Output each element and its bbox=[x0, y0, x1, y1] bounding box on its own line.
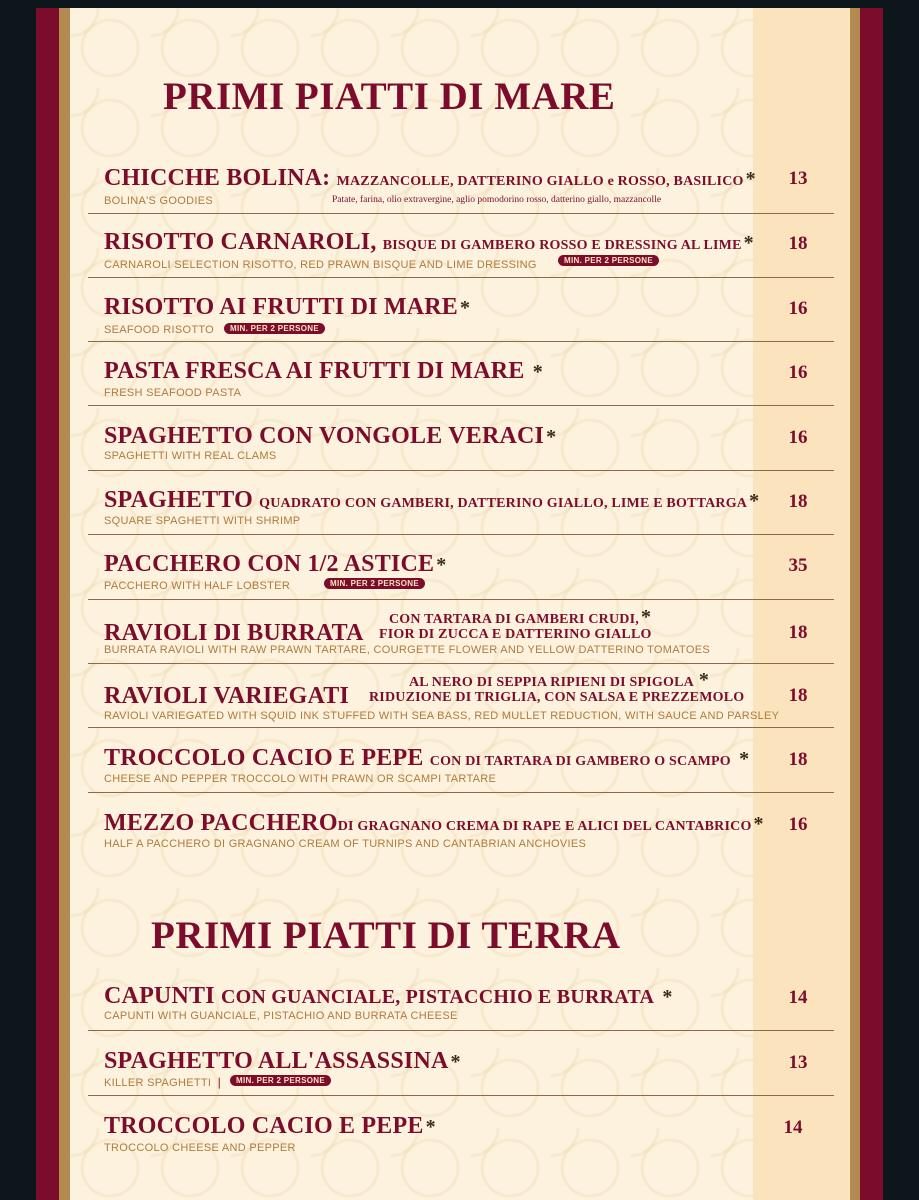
divider bbox=[88, 405, 834, 406]
menu-item bbox=[88, 810, 834, 855]
item-name: CAPUNTI bbox=[104, 983, 215, 1009]
menu-item bbox=[88, 745, 834, 790]
item-description: CON GUANCIALE, PISTACCHIO E BURRATA bbox=[220, 986, 655, 1008]
item-translation: SEAFOOD RISOTTO bbox=[104, 324, 215, 336]
min-persons-badge: MIN. PER 2 PERSONE bbox=[324, 578, 425, 589]
item-price: 35 bbox=[788, 555, 808, 576]
item-translation: RAVIOLI VARIEGATED WITH SQUID INK STUFFED WITH SEA BASS, RED MULLET REDUCTION, WITH SAUCE AND PARSLEY bbox=[104, 710, 780, 722]
item-price: 13 bbox=[788, 1052, 808, 1073]
item-name: RISOTTO AI FRUTTI DI MARE bbox=[104, 294, 458, 320]
item-name: SPAGHETTO bbox=[104, 487, 253, 513]
item-translation: BURRATA RAVIOLI WITH RAW PRAWN TARTARE, COURGETTE FLOWER AND YELLOW DATTERINO TOMATOES bbox=[104, 644, 711, 656]
star-icon: * bbox=[745, 168, 756, 190]
star-icon: * bbox=[640, 606, 652, 628]
item-ingredients: Patate, farina, olio extravergine, aglio pomodorino rosso, datterino giallo, mazzancolle bbox=[332, 195, 662, 205]
item-translation: CHEESE AND PEPPER TROCCOLO WITH PRAWN OR SCAMPI TARTARE bbox=[104, 773, 497, 785]
menu-item bbox=[88, 1113, 834, 1158]
item-translation: SQUARE SPAGHETTI WITH SHRIMP bbox=[104, 515, 301, 527]
item-description: CON DI TARTARA DI GAMBERO O SCAMPO bbox=[429, 754, 731, 769]
star-icon: * bbox=[425, 1116, 436, 1138]
star-icon: * bbox=[698, 669, 710, 691]
divider bbox=[88, 727, 834, 728]
item-price: 16 bbox=[788, 298, 808, 319]
divider bbox=[88, 470, 834, 471]
divider bbox=[88, 663, 834, 664]
item-name: RAVIOLI VARIEGATI bbox=[104, 683, 350, 709]
item-price: 16 bbox=[788, 362, 808, 383]
item-translation: BOLINA'S GOODIES bbox=[104, 195, 213, 207]
item-price: 18 bbox=[788, 491, 808, 512]
section-title-terra: PRIMI PIATTI DI TERRA bbox=[151, 914, 621, 957]
star-icon: * bbox=[662, 986, 673, 1008]
menu-item bbox=[88, 229, 834, 274]
item-name: SPAGHETTO CON VONGOLE VERACI bbox=[104, 423, 545, 449]
item-translation: PACCHERO WITH HALF LOBSTER bbox=[104, 580, 291, 592]
divider bbox=[88, 1095, 834, 1096]
menu-item bbox=[88, 1048, 834, 1093]
star-icon: * bbox=[743, 232, 754, 254]
menu-item bbox=[88, 551, 834, 596]
item-translation: FRESH SEAFOOD PASTA bbox=[104, 387, 242, 399]
item-price: 14 bbox=[788, 987, 808, 1008]
star-icon: * bbox=[532, 361, 543, 383]
item-description-line-1: AL NERO DI SEPPIA RIPIENI DI SPIGOLA bbox=[409, 675, 694, 690]
item-name: PACCHERO CON 1/2 ASTICE bbox=[104, 551, 435, 577]
menu-item bbox=[88, 983, 834, 1028]
item-description-line-2: RIDUZIONE DI TRIGLIA, CON SALSA E PREZZEMOLO bbox=[369, 690, 745, 705]
item-price: 18 bbox=[788, 685, 808, 706]
item-price: 18 bbox=[788, 749, 808, 770]
star-icon: * bbox=[749, 490, 760, 512]
item-translation: CARNAROLI SELECTION RISOTTO, RED PRAWN BISQUE AND LIME DRESSING bbox=[104, 259, 537, 271]
item-description-line-2: FIOR DI ZUCCA E DATTERINO GIALLO bbox=[379, 627, 652, 642]
menu-item bbox=[88, 606, 834, 661]
menu-item bbox=[88, 294, 834, 339]
item-name: TROCCOLO CACIO E PEPE bbox=[104, 745, 424, 771]
menu-item bbox=[88, 358, 834, 403]
item-price: 16 bbox=[788, 814, 808, 835]
item-name: SPAGHETTO ALL'ASSASSINA bbox=[104, 1048, 449, 1074]
menu-item bbox=[88, 669, 834, 724]
item-description: QUADRATO CON GAMBERI, DATTERINO GIALLO, LIME E BOTTARGA bbox=[259, 496, 748, 511]
item-translation: CAPUNTI WITH GUANCIALE, PISTACHIO AND BURRATA CHEESE bbox=[104, 1010, 458, 1022]
item-name: CHICCHE BOLINA: bbox=[104, 165, 331, 191]
item-price: 18 bbox=[788, 233, 808, 254]
item-translation: KILLER SPAGHETTI bbox=[104, 1077, 212, 1089]
chili-icon: ❘ bbox=[214, 1077, 225, 1089]
item-price: 13 bbox=[788, 168, 808, 189]
item-name: MEZZO PACCHERO bbox=[104, 810, 338, 836]
star-icon: * bbox=[546, 426, 557, 448]
divider bbox=[88, 277, 834, 278]
price-column-edge bbox=[850, 8, 860, 1200]
item-name: RAVIOLI DI BURRATA bbox=[104, 620, 364, 646]
menu-item bbox=[88, 487, 834, 532]
item-price: 16 bbox=[788, 427, 808, 448]
item-name: TROCCOLO CACIO E PEPE bbox=[104, 1113, 424, 1139]
item-description: BISQUE DI GAMBERO ROSSO E DRESSING AL LIME bbox=[382, 238, 742, 253]
item-name: PASTA FRESCA AI FRUTTI DI MARE bbox=[104, 358, 525, 384]
star-icon: * bbox=[739, 748, 750, 770]
section-title-mare: PRIMI PIATTI DI MARE bbox=[163, 75, 616, 118]
divider bbox=[88, 341, 834, 342]
min-persons-badge: MIN. PER 2 PERSONE bbox=[224, 323, 325, 334]
star-icon: * bbox=[436, 554, 447, 576]
divider bbox=[88, 213, 834, 214]
item-description-line-1: CON TARTARA DI GAMBERI CRUDI, bbox=[389, 612, 639, 627]
star-icon: * bbox=[753, 813, 764, 835]
item-name: RISOTTO CARNAROLI, bbox=[104, 229, 377, 255]
item-translation: HALF A PACCHERO DI GRAGNANO CREAM OF TURNIPS AND CANTABRIAN ANCHOVIES bbox=[104, 838, 587, 850]
item-translation: SPAGHETTI WITH REAL CLAMS bbox=[104, 450, 277, 462]
item-description: DI GRAGNANO CREMA DI RAPE E ALICI DEL CANTABRICO bbox=[337, 819, 752, 834]
menu-item bbox=[88, 165, 834, 210]
menu-item bbox=[88, 423, 834, 468]
star-icon: * bbox=[459, 297, 471, 319]
min-persons-badge: MIN. PER 2 PERSONE bbox=[230, 1075, 331, 1086]
item-translation: TROCCOLO CHEESE AND PEPPER bbox=[104, 1142, 296, 1154]
divider bbox=[88, 792, 834, 793]
item-price: 14 bbox=[783, 1117, 803, 1138]
star-icon: * bbox=[450, 1051, 461, 1073]
item-description: MAZZANCOLLE, DATTERINO GIALLO e ROSSO, BASILICO bbox=[336, 174, 744, 189]
divider bbox=[88, 599, 834, 600]
divider bbox=[88, 1030, 834, 1031]
min-persons-badge: MIN. PER 2 PERSONE bbox=[558, 255, 659, 266]
divider bbox=[88, 534, 834, 535]
item-price: 18 bbox=[788, 622, 808, 643]
